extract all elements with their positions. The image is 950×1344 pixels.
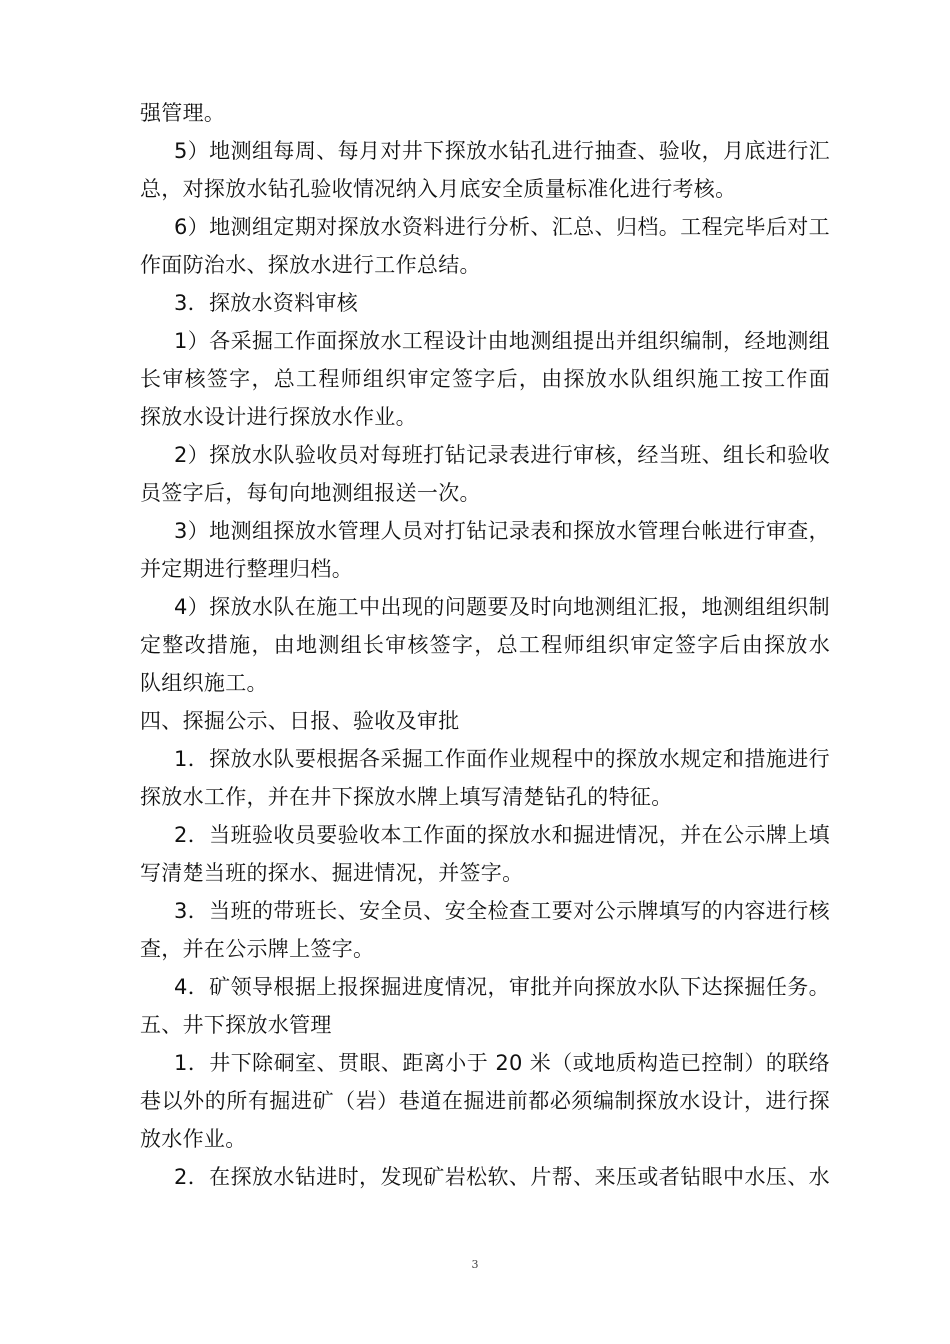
text-line: 定整改措施，由地测组长审核签字，总工程师组织审定签字后由探放水 <box>140 633 830 657</box>
text-line: 员签字后，每旬向地测组报送一次。 <box>140 481 481 505</box>
text-line: 1．探放水队要根据各采掘工作面作业规程中的探放水规定和措施进行 <box>174 747 830 771</box>
text-line: 长审核签字，总工程师组织审定签字后，由探放水队组织施工按工作面 <box>140 367 830 391</box>
text-line: 2．当班验收员要验收本工作面的探放水和掘进情况，并在公示牌上填 <box>174 823 830 847</box>
section-heading: 3．探放水资料审核 <box>174 291 359 315</box>
text-line: 6）地测组定期对探放水资料进行分析、汇总、归档。工程完毕后对工 <box>174 215 830 239</box>
text-line: 查，并在公示牌上签字。 <box>140 937 375 961</box>
text-line: 队组织施工。 <box>140 671 268 695</box>
text-line: 放水作业。 <box>140 1127 247 1151</box>
text-line: 巷以外的所有掘进矿（岩）巷道在掘进前都必须编制探放水设计，进行探 <box>140 1089 830 1113</box>
text-line: 总，对探放水钻孔验收情况纳入月底安全质量标准化进行考核。 <box>140 177 737 201</box>
text-line: 3）地测组探放水管理人员对打钻记录表和探放水管理台帐进行审查， <box>174 519 830 543</box>
text-line: 4）探放水队在施工中出现的问题要及时向地测组汇报，地测组组织制 <box>174 595 830 619</box>
text-line: 并定期进行整理归档。 <box>140 557 353 581</box>
text-line: 写清楚当班的探水、掘进情况，并签字。 <box>140 861 524 885</box>
section-heading: 四、探掘公示、日报、验收及审批 <box>140 709 460 733</box>
text-line: 强管理。 <box>140 101 226 125</box>
page-number: 3 <box>471 1258 479 1271</box>
text-line: 2）探放水队验收员对每班打钻记录表进行审核，经当班、组长和验收 <box>174 443 830 467</box>
section-heading: 五、井下探放水管理 <box>140 1013 332 1037</box>
text-line: 作面防治水、探放水进行工作总结。 <box>140 253 481 277</box>
text-line: 3．当班的带班长、安全员、安全检查工要对公示牌填写的内容进行核 <box>174 899 830 923</box>
text-line: 4．矿领导根据上报探掘进度情况，审批并向探放水队下达探掘任务。 <box>174 975 830 999</box>
text-line: 1．井下除硐室、贯眼、距离小于 20 米（或地质构造已控制）的联络 <box>174 1051 830 1075</box>
text-line: 1）各采掘工作面探放水工程设计由地测组提出并组织编制，经地测组 <box>174 329 830 353</box>
text-line: 探放水工作，并在井下探放水牌上填写清楚钻孔的特征。 <box>140 785 673 809</box>
text-line: 探放水设计进行探放水作业。 <box>140 405 417 429</box>
text-line: 5）地测组每周、每月对井下探放水钻孔进行抽查、验收，月底进行汇 <box>174 139 830 163</box>
text-line: 2．在探放水钻进时，发现矿岩松软、片帮、来压或者钻眼中水压、水 <box>174 1165 830 1189</box>
